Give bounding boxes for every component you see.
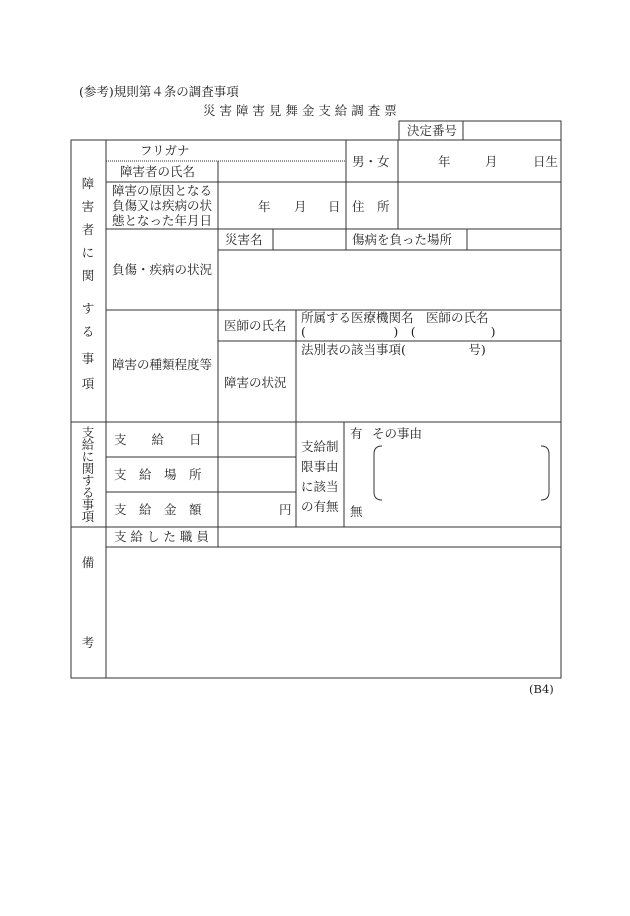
doctor-name-label: 医師の氏名 <box>224 318 287 333</box>
restriction-label-line-3: に該当 <box>301 479 339 494</box>
restriction-none-option[interactable]: 無 <box>350 504 363 519</box>
institution-line: 所属する医療機関名 医師の氏名 <box>301 310 489 325</box>
paper-size-note: (B4) <box>529 682 554 696</box>
institution-paren: ( ) ( ) <box>301 324 496 339</box>
payment-staff-label: 支 給 し た 職 員 <box>114 529 209 544</box>
injury-status-label: 負傷・疾病の状況 <box>112 262 213 277</box>
restriction-label-line-2: 限事由 <box>301 459 339 474</box>
name-label: 障害者の氏名 <box>120 164 196 179</box>
dob-year: 年 <box>438 154 451 169</box>
restriction-has-option[interactable]: 有 <box>350 426 363 441</box>
restriction-label-line-1: 支給制 <box>301 439 339 454</box>
disaster-name-label: 災害名 <box>225 232 263 247</box>
gender-label[interactable]: 男・女 <box>352 154 390 169</box>
payment-date-label: 支 給 日 <box>114 432 202 447</box>
cause-date-year: 年 <box>258 199 271 214</box>
payment-place-label: 支 給 場 所 <box>114 467 202 482</box>
decision-number-label: 決定番号 <box>407 123 458 138</box>
dob-day: 日生 <box>533 154 559 169</box>
cause-date-month: 月 <box>294 199 307 214</box>
restriction-reason-label: その事由 <box>372 426 423 441</box>
injury-place-label: 傷病を負った場所 <box>352 232 453 247</box>
dob-month: 月 <box>485 154 498 169</box>
cause-label-line-3: 態となった年月日 <box>112 213 213 228</box>
cause-label-line-2: 負傷又は疾病の状 <box>112 198 213 213</box>
reference-note: (参考)規則第４条の調査事項 <box>79 84 239 99</box>
payment-amount-label: 支 給 金 額 <box>114 502 202 517</box>
payment-amount-unit: 円 <box>279 502 292 517</box>
disability-level-label: 障害の種類程度等 <box>112 357 213 372</box>
cause-date-day: 日 <box>328 199 341 214</box>
cause-label-line-1: 障害の原因となる <box>112 183 213 198</box>
restriction-label-line-4: の有無 <box>301 499 339 514</box>
furigana-label: フリガナ <box>140 143 190 158</box>
appendix-line: 法別表の該当事項( 号) <box>301 342 486 357</box>
address-label: 住 所 <box>352 199 390 214</box>
form-title: 災 害 障 害 見 舞 金 支 給 調 査 票 <box>203 103 397 118</box>
disability-status-label: 障害の状況 <box>224 375 287 390</box>
